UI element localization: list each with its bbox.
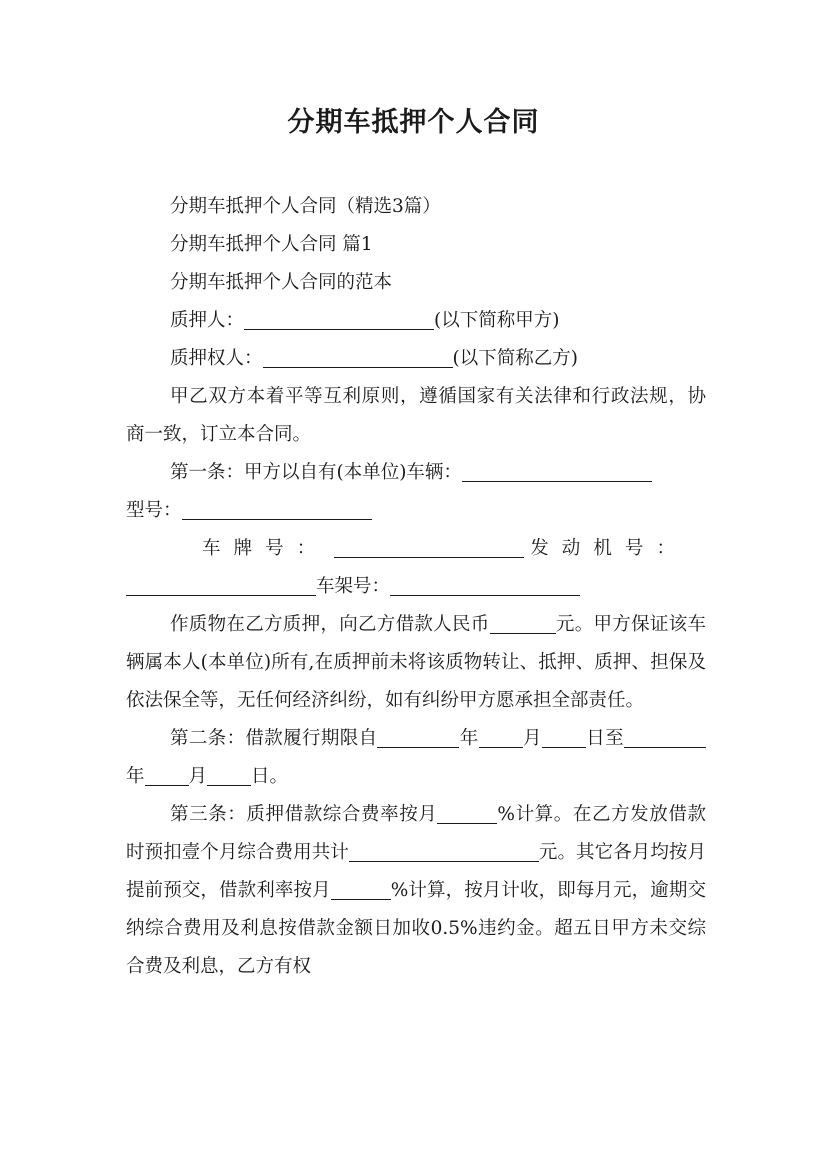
article1-para-part1: 作质物在乙方质押，向乙方借款人民币 (170, 614, 490, 635)
article1-paragraph (126, 606, 706, 720)
fee-rate-blank (437, 801, 497, 824)
article2-lead: 第二条：借款履行期限自 (170, 728, 378, 749)
pledgee-line (126, 340, 706, 378)
model-label: 型号： (126, 500, 182, 521)
end-month-label: 月 (188, 766, 208, 787)
plate-label: 车牌号： (202, 538, 329, 559)
article3-part2: %计算。在乙方发放借款时预扣壹个月综合费用共计 (126, 804, 706, 863)
article3-part3: 元。其它各月均按月提前预交，借款利率按月 (126, 842, 706, 901)
end-day-label: 日。 (251, 766, 289, 787)
fee-total-blank (349, 839, 539, 862)
pledgee-label: 质押权人： (170, 348, 263, 369)
document-body (126, 188, 706, 986)
pledgor-blank (244, 307, 434, 330)
plate-engine-line (126, 530, 706, 568)
pledgor-line (126, 302, 706, 340)
collection-heading: 分期车抵押个人合同（精选3篇） (170, 196, 441, 217)
model-blank (182, 497, 372, 520)
sample-heading: 分期车抵押个人合同的范本 (170, 272, 393, 293)
loan-amount-blank (490, 611, 556, 634)
preamble-paragraph: 甲乙双方本着平等互利原则，遵循国家有关法律和行政法规，协商一致，订立本合同。 (126, 386, 706, 445)
article3-part4: %计算，按月计收，即每月元，逾期交纳综合费用及利息按借款金额日加收0.5%违约金。超五日甲方未交综合费及利息，乙方有权 (126, 880, 706, 977)
end-year-blank (624, 725, 706, 748)
article1-lead-line (126, 454, 706, 492)
engine-label: 发动机号： (530, 538, 688, 559)
article2-paragraph (126, 720, 706, 796)
interest-rate-blank (331, 877, 391, 900)
start-month-blank (479, 725, 523, 748)
plate-blank (334, 535, 524, 558)
article1-lead: 第一条：甲方以自有(本单位)车辆： (170, 462, 462, 483)
pledgee-note: (以下简称乙方) (452, 348, 578, 369)
article1-para-part2: 元。甲方保证该车辆属本人(本单位)所有,在质押前未将该质物转让、抵押、质押、担保及依法保全等，无任何经济纠纷，如有纠纷甲方愿承担全部责任。 (126, 614, 706, 711)
pledgor-note: (以下简称甲方) (434, 310, 560, 331)
end-day-blank (207, 763, 251, 786)
end-year-label: 年 (126, 766, 145, 787)
start-day-to-label: 日至 (585, 728, 624, 749)
pledgor-label: 质押人： (170, 310, 245, 331)
frame-blank (390, 573, 580, 596)
engine-blank (126, 573, 316, 596)
document-title: 分期车抵押个人合同 (287, 107, 540, 138)
end-month-blank (145, 763, 189, 786)
frame-line (126, 568, 706, 606)
frame-label: 车架号： (316, 576, 391, 597)
part-heading: 分期车抵押个人合同 篇1 (170, 234, 373, 255)
model-line (126, 492, 706, 530)
vehicle-blank (462, 459, 652, 482)
start-year-blank (377, 725, 459, 748)
start-day-blank (542, 725, 586, 748)
article3-paragraph (126, 796, 706, 986)
start-year-label: 年 (459, 728, 479, 749)
pledgee-blank (263, 345, 453, 368)
article3-part1: 第三条：质押借款综合费率按月 (170, 804, 438, 825)
start-month-label: 月 (522, 728, 542, 749)
